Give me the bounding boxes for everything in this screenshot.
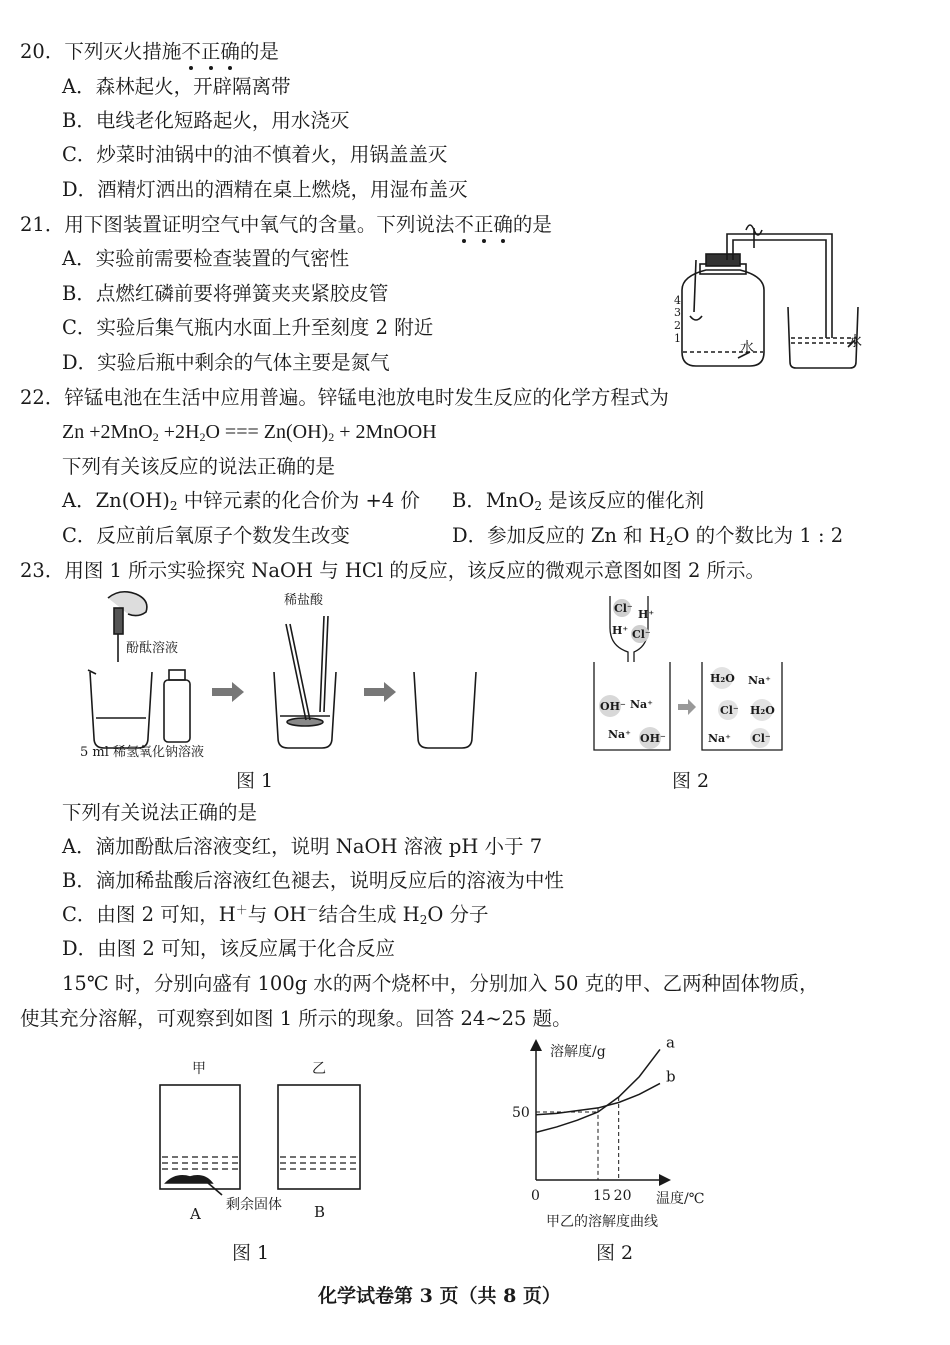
beaker-label-a: A <box>190 1205 201 1223</box>
q22-equation: $Zn +2MnO_2 +2H_2O$ === $Zn(OH)_2$ + 2MnOOH <box>62 421 437 444</box>
emphasis-text <box>454 213 513 236</box>
neutralization-experiment-figure <box>76 588 516 758</box>
intro-line-1: 15℃ 时，分别向盛有 100g 水的两个烧杯中，分别加入 50 克的甲、乙两种固体物质， <box>62 972 819 995</box>
q21-option-d: D．实验后瓶中剩余的气体主要是氮气 <box>62 351 390 374</box>
intro-line-2: 使其充分溶解，可观察到如图 1 所示的现象。回答 24~25 题。 <box>20 1007 572 1030</box>
emphasized-char: 确 <box>493 213 513 236</box>
figure-caption: 图 1 <box>236 770 274 792</box>
x-axis-label: 温度/℃ <box>656 1191 705 1207</box>
series-label-a: a <box>666 1033 675 1052</box>
emphasized-char: 确 <box>220 40 240 63</box>
micro-reaction-figure <box>588 592 788 756</box>
emphasized-char: 不 <box>454 213 474 236</box>
y-axis-label: 溶解度/g <box>550 1044 606 1060</box>
beaker-label-yi: 乙 <box>312 1061 326 1077</box>
q22-option-d: D．参加反应的 Zn 和 $H_2O$ 的个数比为 1 : 2 <box>452 524 844 548</box>
q22-option-c: C．反应前后氧原子个数发生改变 <box>62 524 350 547</box>
ion: Na⁺ <box>708 732 731 745</box>
q21-option-b: B．点燃红磷前要将弹簧夹夹紧胶皮管 <box>62 282 389 305</box>
x-tick-label: 0 <box>531 1188 540 1204</box>
page-footer: 化学试卷第 3 页（共 8 页） <box>318 1285 561 1307</box>
q23-prompt: 下列有关说法正确的是 <box>62 801 258 824</box>
q23-option-b: B．滴加稀盐酸后溶液红色褪去，说明反应后的溶液为中性 <box>62 869 564 892</box>
ion: Na⁺ <box>608 728 631 741</box>
beaker-label-jia: 甲 <box>192 1061 206 1077</box>
q22-option-a: A．$Zn(OH)_2$ 中锌元素的化合价为 +4 价 <box>62 489 420 513</box>
q22-stem: 22．锌锰电池在生活中应用普遍。锌锰电池放电时发生反应的化学方程式为 <box>20 386 669 409</box>
ion: H₂O <box>750 704 775 717</box>
q20-option-c: C．炒菜时油锅中的油不慎着火，用锅盖盖灭 <box>62 143 448 166</box>
ion: Cl⁻ <box>752 732 771 745</box>
emphasis-dot <box>209 66 213 70</box>
ion: H⁺ <box>638 608 655 621</box>
q20-stem: 20．下列灭火措施不 正 确 的是 <box>20 40 279 64</box>
emphasis-text <box>181 40 240 63</box>
q20-option-d: D．酒精灯洒出的酒精在桌上燃烧，用湿布盖灭 <box>62 178 468 201</box>
acid-label: 稀盐酸 <box>284 593 324 608</box>
ion: H⁺ <box>612 624 629 637</box>
solubility-chart <box>500 1030 730 1235</box>
series-line-a <box>536 1049 660 1132</box>
oxygen-apparatus-figure <box>650 212 880 372</box>
scale-mark: 3 <box>674 306 681 319</box>
q21-option-a: A．实验前需要检查装置的气密性 <box>62 247 350 270</box>
q23-stem: 23．用图 1 所示实验探究 NaOH 与 HCl 的反应，该反应的微观示意图如图 2 所示。 <box>20 559 766 582</box>
emphasized-char: 正 <box>201 40 221 63</box>
ion: OH⁻ <box>600 700 626 713</box>
ion: Cl⁻ <box>720 704 739 717</box>
naoh-label: 5 ml 稀氢氧化钠溶液 <box>80 745 205 758</box>
ion: Na⁺ <box>748 674 771 687</box>
ion: Na⁺ <box>630 698 653 711</box>
emphasis-dot <box>462 239 466 243</box>
figure-caption: 图 1 <box>232 1242 270 1264</box>
water-label: 水 <box>740 340 754 356</box>
emphasized-char: 正 <box>474 213 494 236</box>
figure-caption: 图 2 <box>596 1242 634 1264</box>
y-tick-label: 50 <box>512 1105 530 1121</box>
ion: Cl⁻ <box>614 602 633 615</box>
q22-prompt: 下列有关该反应的说法正确的是 <box>62 455 336 478</box>
x-tick-label: 15 <box>593 1188 611 1204</box>
emphasis-dot <box>501 239 505 243</box>
beakers-figure <box>150 1055 380 1230</box>
ion: Cl⁻ <box>632 628 651 641</box>
x-tick-label: 20 <box>613 1188 632 1204</box>
ion: H₂O <box>710 672 735 685</box>
emphasis-dot <box>228 66 232 70</box>
emphasis-dot <box>482 239 486 243</box>
chart-title: 甲乙的溶解度曲线 <box>546 1214 658 1230</box>
scale-mark: 2 <box>674 319 681 332</box>
q20-option-b: B．电线老化短路起火，用水浇灭 <box>62 109 350 132</box>
figure-caption: 图 2 <box>672 770 710 792</box>
dropper-label: 酚酞溶液 <box>126 641 179 656</box>
beaker-label-b: B <box>314 1203 326 1221</box>
q20-option-a: A．森林起火，开辟隔离带 <box>62 75 291 98</box>
water-label: 水 <box>848 334 862 350</box>
q21-option-c: C．实验后集气瓶内水面上升至刻度 2 附近 <box>62 316 434 339</box>
residual-solid-label: 剩余固体 <box>226 1197 282 1213</box>
q23-option-c: C．由图 2 可知，H＋与 OH－结合生成 $H_2O$ 分子 <box>62 903 489 927</box>
scale-mark: 4 <box>674 294 681 307</box>
ion: OH⁻ <box>640 732 666 745</box>
series-label-b: b <box>666 1067 676 1086</box>
q21-stem: 21．用下图装置证明空气中氧气的含量。下列说法不 正 确 的是 <box>20 213 552 237</box>
scale-mark: 1 <box>674 332 681 345</box>
emphasized-char: 不 <box>181 40 201 63</box>
emphasis-dot <box>189 66 193 70</box>
q22-option-b: B．MnO$_2$ 是该反应的催化剂 <box>452 489 705 513</box>
q23-option-d: D．由图 2 可知，该反应属于化合反应 <box>62 937 395 960</box>
q23-option-a: A．滴加酚酞后溶液变红，说明 NaOH 溶液 pH 小于 7 <box>62 835 543 858</box>
